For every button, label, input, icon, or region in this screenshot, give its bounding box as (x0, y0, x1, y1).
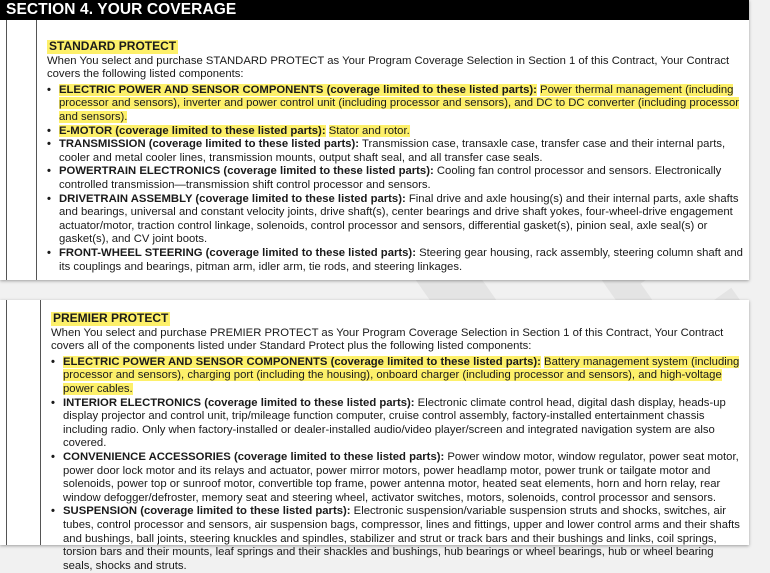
item-label: E-MOTOR (coverage limited to these listed parts): (59, 124, 326, 137)
premier-protect-panel (0, 300, 749, 572)
list-item: • E-MOTOR (coverage limited to these listed parts): Stator and rotor. (47, 124, 410, 137)
item-text: Power thermal management (including processor and sensors), inverter and power control unit (including processor and sensors), and DC to DC converter (including processor and sensors). (59, 83, 740, 123)
item-label: TRANSMISSION (coverage limited to these listed parts): (59, 138, 360, 151)
list-item: • CONVENIENCE ACCESSORIES (coverage limited to these listed parts): Power window motor, window regulator, power seat motor, power door lock motor and its relays and actuator, power mirror motors, power headlamp motor, power trunk or tailgate motor and solenoids, power top or sunroof motor, convertible top frame, power antenna motor, heated seat elements, horn and horn relay, rear window defogger/defroster, memory seat and steering wheel, activator switches, motors, solenoids, control processor and sensors. (51, 450, 739, 504)
item-text: Power window motor, window regulator, power seat motor, power door lock motor and its relays and actuator, power mirror motors, power headlamp motor, power trunk or tailgate motor and solenoids, power top or sunroof motor, convertible top frame, power antenna motor, heated seat elements, horn and horn relay, rear window defogger/defroster, memory seat and steering wheel, activator switches, motors, solenoids, control processor and sensors. (63, 450, 739, 504)
premier-protect-intro: When You select and purchase PREMIER PROTECT as Your Program Coverage Selection in Section 1 of this Contract, Your Contract covers all of the components listed under Standard Protect plus the following listed components: (51, 326, 724, 353)
item-text: Steering gear housing, rack assembly, steering column shaft and its couplings and bearings, pitman arm, idler arm, tie rods, and steering linkages. (59, 246, 743, 273)
list-item: • ELECTRIC POWER AND SENSOR COMPONENTS (coverage limited to these listed parts): Power thermal management (including processor and sensors), inverter and power control unit (including processor and sensors), and DC to DC converter (including processor and sensors). (47, 83, 740, 123)
item-text: Electronic suspension/variable suspension struts and shocks, switches, air tubes, control processor and sensors, air suspension bags, compressor, lines and fittings, upper and lower control arms and their shafts and bushings, ball joints, steering knuckles and spindles, stabilizer and strut or track bars and their bushings and links, coil springs, torsion bars and their mounts, leaf springs and their shackles and bushings, hub bearings or wheel bearings, hub or wheel bearing seals, shocks and struts. (63, 505, 740, 572)
item-text: Battery management system (including processor and sensors), charging port (including the housing), onboard charger (including processor and sensors), and high-voltage power cables. (63, 355, 740, 395)
item-label: INTERIOR ELECTRONICS (coverage limited to these listed parts): (63, 396, 415, 409)
item-text: Cooling fan control processor and sensors. Electronically controlled transmission—transmission shift control processor and sensors. (59, 165, 722, 191)
item-label: DRIVETRAIN ASSEMBLY (coverage limited to these listed parts): (59, 192, 406, 205)
list-item: • ELECTRIC POWER AND SENSOR COMPONENTS (coverage limited to these listed parts): Battery management system (including processor and sensors), charging port (including the housing), onboard charger (including processor and sensors), and high-voltage power cables. (51, 355, 740, 395)
item-label: ELECTRIC POWER AND SENSOR COMPONENTS (coverage limited to these listed parts): (63, 355, 541, 368)
item-text: Transmission case, transaxle case, transfer case and their internal parts, cooler and metal cooler lines, transmission mounts, output shaft seal, and all transfer case seals. (59, 138, 726, 164)
section-title: SECTION 4. YOUR COVERAGE (0, 0, 749, 20)
standard-protect-intro: When You select and purchase STANDARD PROTECT as Your Program Coverage Selection in Section 1 of this Contract, Your Contract covers the following listed components: (47, 54, 730, 81)
list-item: • FRONT-WHEEL STEERING (coverage limited to these listed parts): Steering gear housing, rack assembly, steering column shaft and its couplings and bearings, pitman arm, idler arm, tie rods, and steering linkages. (47, 246, 743, 273)
item-text: Stator and rotor. (328, 124, 410, 137)
item-label: CONVENIENCE ACCESSORIES (coverage limited to these listed parts): (63, 450, 445, 463)
item-label: ELECTRIC POWER AND SENSOR COMPONENTS (coverage limited to these listed parts): (59, 83, 537, 96)
list-item: • SUSPENSION (coverage limited to these listed parts): Electronic suspension/variable suspension struts and shocks, switches, air tubes, control processor and sensors, air suspension bags, compressor, lines and fittings, upper and lower control arms and their shafts and bushings, ball joints, steering knuckles and spindles, stabilizer and strut or track bars and their bushings and links, coil springs, torsion bars and their mounts, leaf springs and their shackles and bushings, hub bearings or wheel bearings, hub or wheel bearing seals, shocks and struts. (51, 505, 740, 572)
standard-protect-panel (0, 0, 749, 280)
list-item: • TRANSMISSION (coverage limited to these listed parts): Transmission case, transaxle case, transfer case and their internal parts, cooler and metal cooler lines, transmission mounts, output shaft seal, and all transfer case seals. (47, 138, 726, 164)
list-item: • INTERIOR ELECTRONICS (coverage limited to these listed parts): Electronic climate control head, digital dash display, heads-up display projector and control unit, trip/mileage function computer, cruise control assembly, factory-installed entertainment chassis including radio. Only when factory-installed or dealer-installed audio/video player/screen and integrated navigation system are also covered. (51, 396, 726, 450)
standard-protect-heading: STANDARD PROTECT (49, 39, 177, 53)
premier-protect-heading: PREMIER PROTECT (53, 311, 169, 325)
premier-coverage-list (51, 356, 743, 573)
list-item: • DRIVETRAIN ASSEMBLY (coverage limited to these listed parts): Final drive and axle housing(s) and their internal parts, axle shafts and bearings, universal and constant velocity joints, drive shaft(s), center bearings and drive shaft yokes, four-wheel-drive engagement actuator/motor, traction control linkage, solenoids, control processor and sensors, differential gasket(s), pinion seal, axle seal(s) or gasket(s), and CV joint boots. (47, 192, 739, 246)
item-text: Final drive and axle housing(s) and their internal parts, axle shafts and bearings, universal and constant velocity joints, drive shaft(s), center bearings and drive shaft yokes, four-wheel-drive engagement actuator/motor, traction control linkage, solenoids, control processor and sensors, differential gasket(s), pinion seal, axle seal(s) or gasket(s), and CV joint boots. (59, 192, 739, 246)
item-label: FRONT-WHEEL STEERING (coverage limited to these listed parts): (59, 246, 416, 259)
item-label: SUSPENSION (coverage limited to these listed parts): (63, 505, 351, 518)
list-item: • POWERTRAIN ELECTRONICS (coverage limited to these listed parts): Cooling fan control processor and sensors. Electronically controlled transmission—transmission shift control processor and sensors. (47, 165, 722, 191)
item-text: Electronic climate control head, digital dash display, heads-up display projector and control unit, trip/mileage function computer, cruise control assembly, factory-installed entertainment chassis including radio. Only when factory-installed or dealer-installed audio/video player/screen and integrated navigation system are also covered. (63, 396, 726, 450)
standard-coverage-list (47, 84, 743, 274)
item-label: POWERTRAIN ELECTRONICS (coverage limited to these listed parts): (59, 165, 434, 178)
